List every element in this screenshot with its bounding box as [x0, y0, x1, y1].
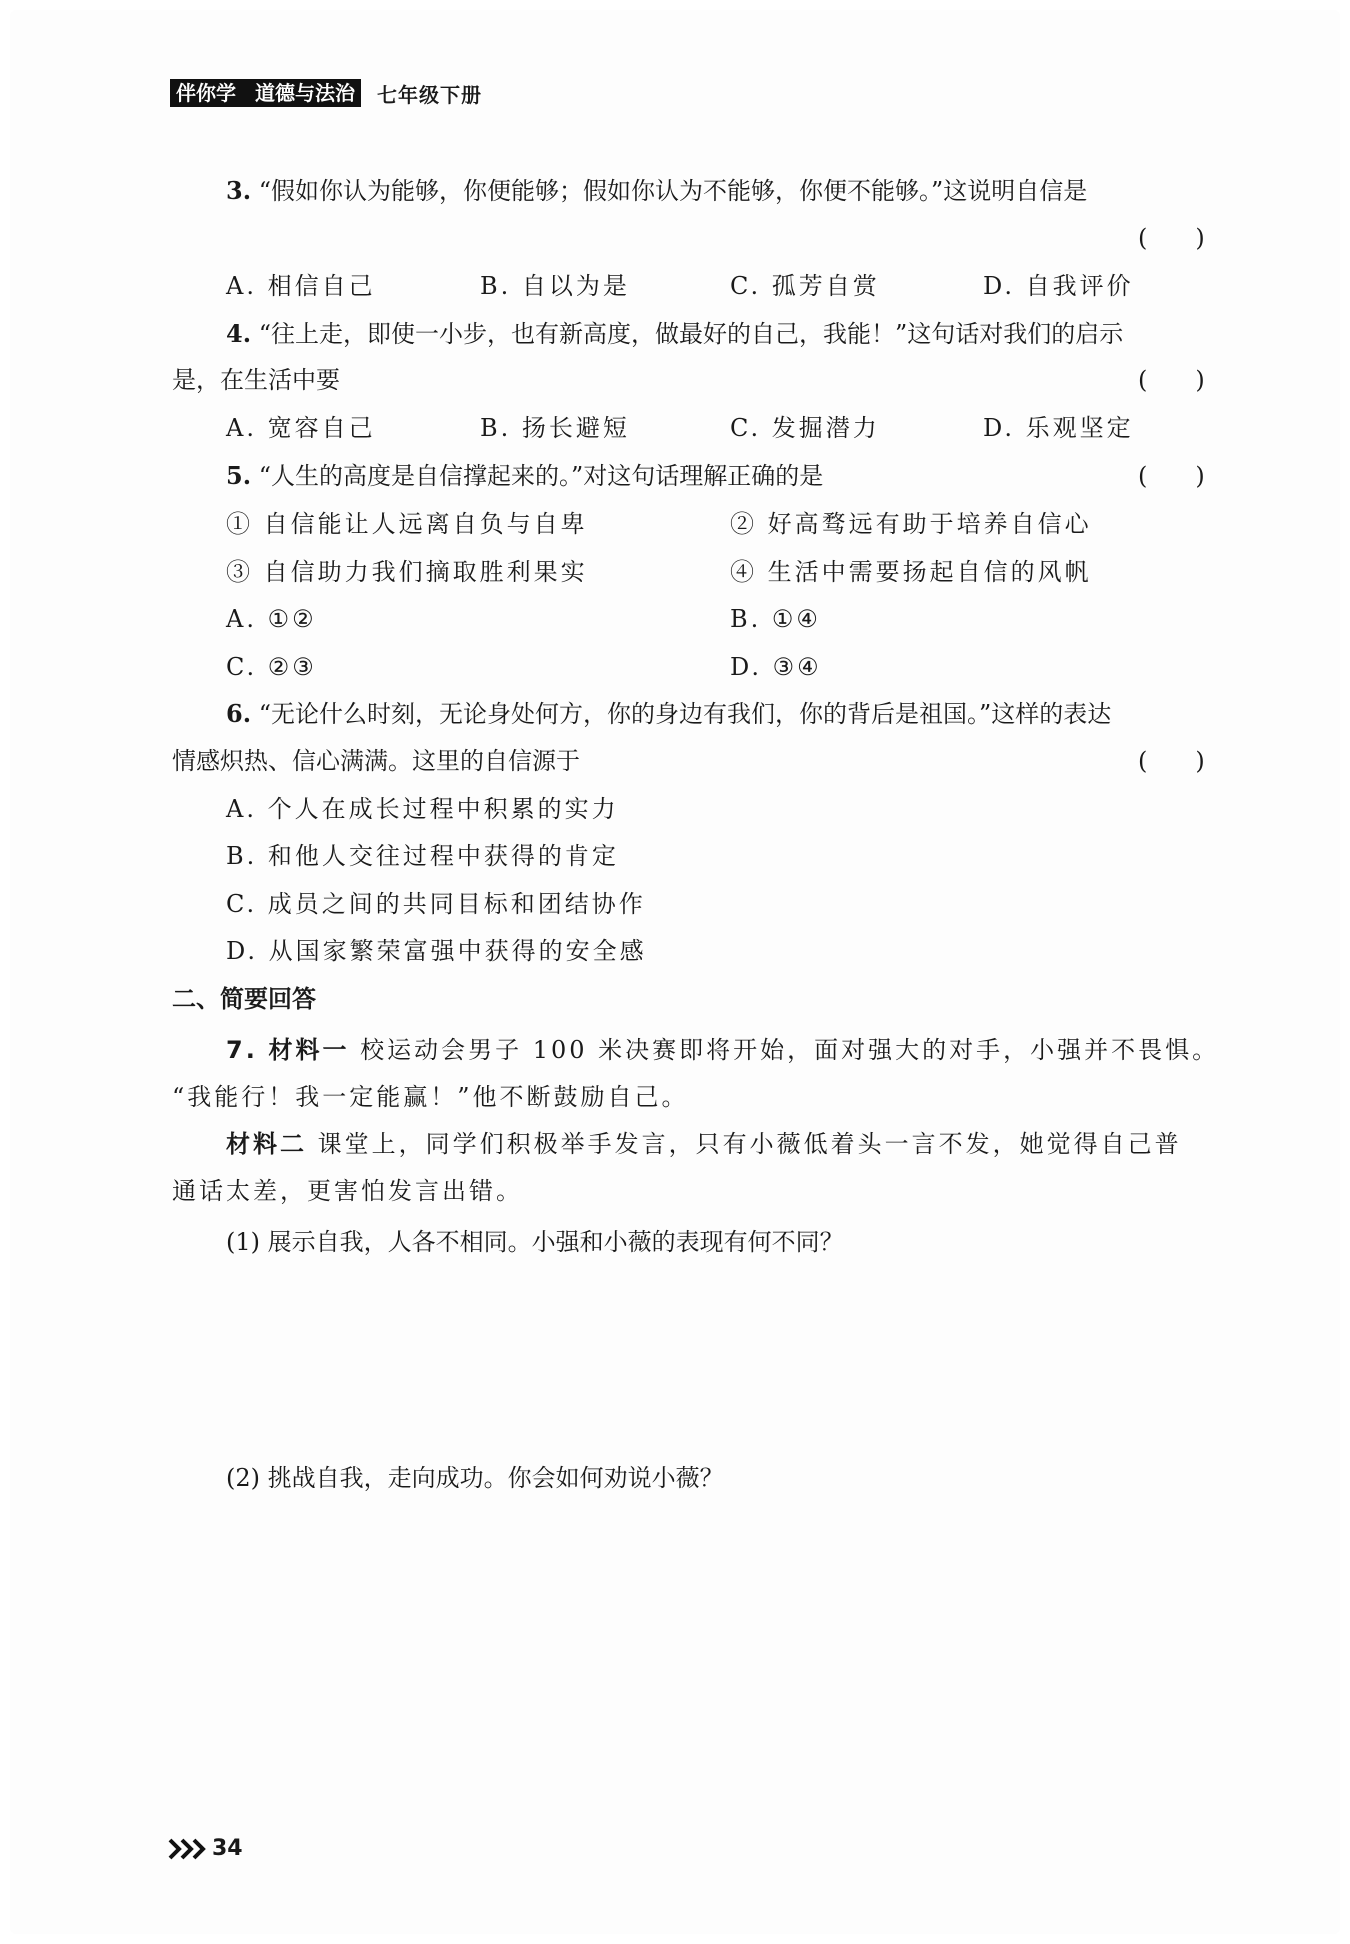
- question-5: [226, 460, 823, 492]
- material-1-continued: “我能行！我一定能赢！”他不断鼓励自己。: [172, 1083, 689, 1111]
- material-label: 材料二: [226, 1130, 307, 1158]
- option-d: D. 自我评价: [983, 272, 1134, 300]
- material-2-continued: 通话太差，更害怕发言出错。: [172, 1177, 523, 1205]
- answer-parentheses: (): [1138, 747, 1253, 775]
- option-d: D. 从国家繁荣富强中获得的安全感: [226, 937, 647, 965]
- question-number: 3.: [226, 176, 252, 205]
- double-chevron-right-icon: [168, 1837, 208, 1861]
- option-c: C. ②③: [226, 653, 317, 681]
- option-a: A. 相信自己: [226, 272, 376, 300]
- option-d: D. ③④: [730, 653, 822, 681]
- statement-1: ① 自信能让人远离自负与自卑: [226, 510, 588, 538]
- question-4-continued: 是，在生活中要: [172, 366, 340, 394]
- option-b: B. 扬长避短: [480, 414, 630, 442]
- question-number: 7.: [226, 1036, 258, 1064]
- question-4: [226, 318, 1123, 350]
- answer-parentheses: (): [1138, 462, 1253, 490]
- subject-name: 道德与法治: [254, 81, 355, 105]
- answer-parentheses: (): [1138, 366, 1253, 394]
- question-7-material-1: [226, 1034, 1219, 1066]
- question-text: “无论什么时刻，无论身处何方，你的身边有我们，你的背后是祖国。”这样的表达: [258, 700, 1112, 728]
- question-number: 5.: [226, 461, 252, 490]
- series-name: 伴你学: [176, 81, 236, 105]
- statement-4: ④ 生活中需要扬起自信的风帆: [730, 558, 1092, 586]
- question-number: 4.: [226, 319, 252, 348]
- option-a: A. ①②: [226, 605, 317, 633]
- question-text: “往上走，即使一小步，也有新高度，做最好的自己，我能！”这句话对我们的启示: [258, 320, 1124, 348]
- option-a: A. 个人在成长过程中积累的实力: [226, 795, 619, 823]
- page: [10, 10, 1340, 1934]
- statement-3: ③ 自信助力我们摘取胜利果实: [226, 558, 588, 586]
- option-b: B. 和他人交往过程中获得的肯定: [226, 842, 619, 870]
- question-6-continued: 情感炽热、信心满满。这里的自信源于: [172, 747, 580, 775]
- grade-label: 七年级下册: [376, 82, 482, 107]
- option-d: D. 乐观坚定: [983, 414, 1134, 442]
- page-number: 34: [212, 1836, 243, 1861]
- material-label: 材料一: [268, 1036, 350, 1064]
- question-3: [226, 175, 1087, 207]
- option-b: B. ①④: [730, 605, 821, 633]
- material-text: 校运动会男子 100 米决赛即将开始，面对强大的对手，小强并不畏惧。: [360, 1036, 1220, 1064]
- material-text: 课堂上，同学们积极举手发言，只有小薇低着头一言不发，她觉得自己普: [317, 1130, 1182, 1158]
- sub-question-2: (2) 挑战自我，走向成功。你会如何劝说小薇？: [226, 1464, 724, 1492]
- option-c: C. 成员之间的共同目标和团结协作: [226, 890, 646, 918]
- page-footer: [168, 1836, 243, 1861]
- sub-question-1: (1) 展示自我，人各不相同。小强和小薇的表现有何不同？: [226, 1228, 844, 1256]
- series-badge: [170, 79, 361, 107]
- question-7-material-2: [226, 1128, 1182, 1160]
- question-text: “人生的高度是自信撑起来的。”对这句话理解正确的是: [258, 462, 824, 490]
- option-a: A. 宽容自己: [226, 414, 376, 442]
- option-b: B. 自以为是: [480, 272, 630, 300]
- section-title: 二、简要回答: [172, 985, 316, 1013]
- option-c: C. 孤芳自赏: [730, 272, 880, 300]
- answer-parentheses: (): [1138, 224, 1253, 252]
- statement-2: ② 好高骛远有助于培养自信心: [730, 510, 1092, 538]
- option-c: C. 发掘潜力: [730, 414, 880, 442]
- page-header: [170, 78, 482, 108]
- question-6: [226, 698, 1111, 730]
- question-text: “假如你认为能够，你便能够；假如你认为不能够，你便不能够。”这说明自信是: [258, 177, 1088, 205]
- question-number: 6.: [226, 699, 252, 728]
